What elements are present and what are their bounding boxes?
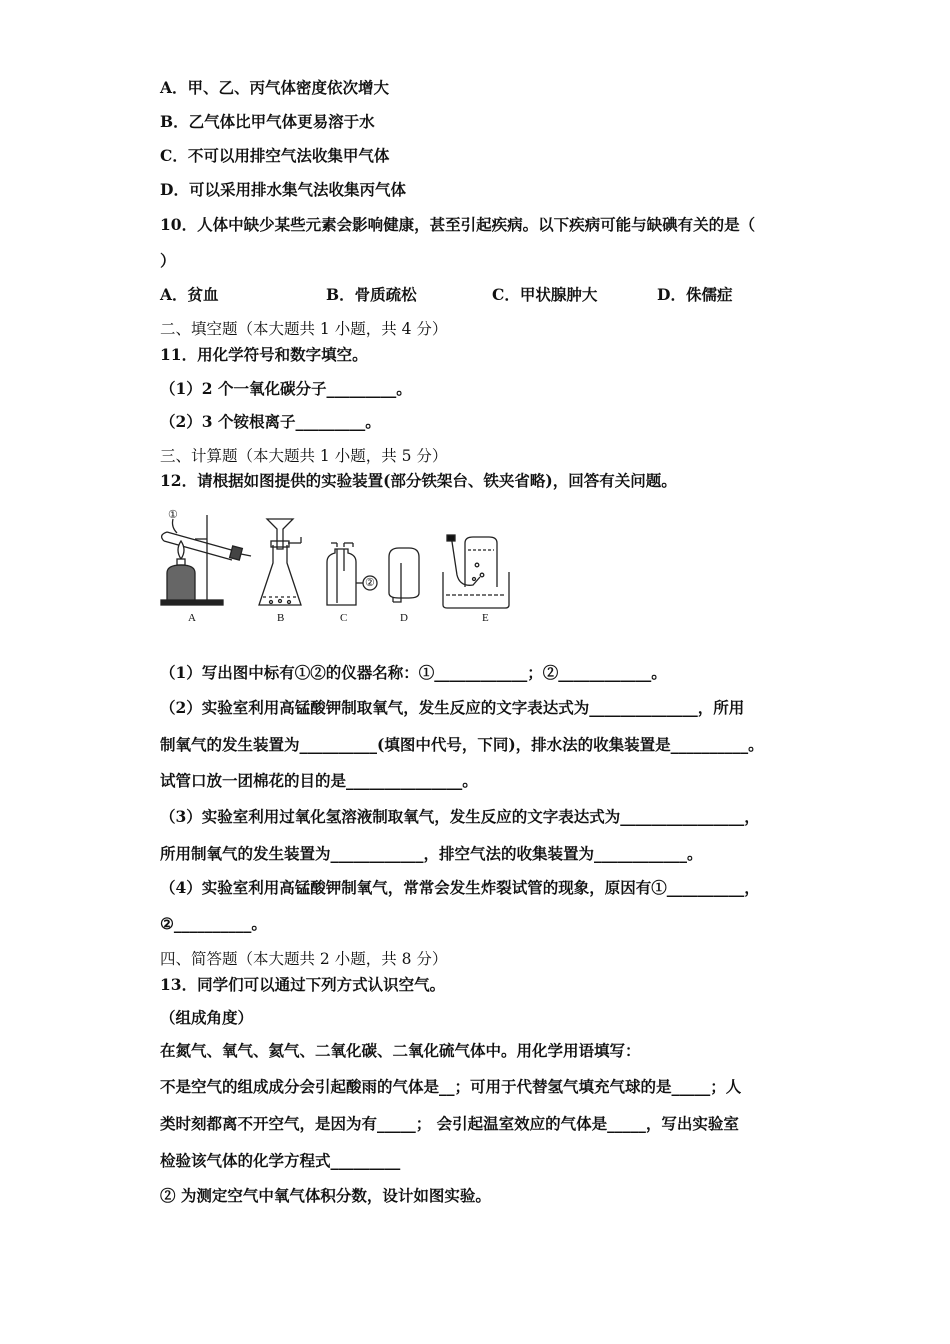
q11-stem: 11．用化学符号和数字填空。 — [160, 345, 368, 364]
apparatus-d-bottle — [389, 548, 419, 602]
q12-part3-line1: （3）实验室利用过氧化氢溶液制取氧气，发生反应的文字表达式为________________， — [160, 807, 760, 826]
q10-option-b: B．骨质疏松 — [326, 285, 417, 304]
q13-line1: 在氮气、氧气、氦气、二氧化碳、二氧化硫气体中。用化学用语填写： — [160, 1041, 641, 1060]
apparatus-label-d: D — [400, 612, 408, 624]
apparatus-a-base — [161, 600, 223, 605]
apparatus-label-b: B — [277, 612, 285, 624]
apparatus-a-tube — [162, 532, 251, 560]
q10-stem: 10．人体中缺少某些元素会影响健康，甚至引起疾病。以下疾病可能与缺碘有关的是（ — [160, 215, 756, 234]
q9-option-d: D．可以采用排水集气法收集丙气体 — [160, 180, 406, 199]
q12-part1: （1）写出图中标有①②的仪器名称：①____________；②____________。 — [160, 663, 667, 682]
q13-stem: 13．同学们可以通过下列方式认识空气。 — [160, 975, 446, 994]
alcohol-lamp — [167, 541, 195, 600]
q10-option-a: A．贫血 — [160, 285, 219, 304]
q12-part4-line1: （4）实验室利用高锰酸钾制氧气，常常会发生炸裂试管的现象，原因有①__________， — [160, 878, 760, 897]
q13-line4: 检验该气体的化学方程式_________ — [160, 1151, 401, 1170]
section4-title: 四、简答题（本大题共 2 小题，共 8 分） — [160, 950, 448, 968]
q12-stem: 12．请根据如图提供的实验装置(部分铁架台、铁夹省略)，回答有关问题。 — [160, 471, 677, 490]
q11-sub2: （2）3 个铵根离子_________。 — [160, 412, 381, 431]
apparatus-b-flask — [259, 519, 301, 605]
q12-part4-line2: ②__________。 — [160, 914, 267, 933]
q13-angle: （组成角度） — [160, 1008, 254, 1027]
q10-option-c: C．甲状腺肿大 — [492, 285, 598, 304]
apparatus-label-a: A — [188, 612, 196, 624]
q9-option-b: B．乙气体比甲气体更易溶于水 — [160, 112, 375, 131]
q12-part2-line2: 制氧气的发生装置为__________(填图中代号，下同)，排水法的收集装置是__________。 — [160, 735, 764, 754]
q12-part2-line3: 试管口放一团棉花的目的是_______________。 — [160, 771, 478, 790]
section2-title: 二、填空题（本大题共 1 小题，共 4 分） — [160, 320, 448, 338]
apparatus-marker-1: ① — [168, 509, 178, 521]
q9-option-c: C．不可以用排空气法收集甲气体 — [160, 146, 390, 165]
q12-part2-line1: （2）实验室利用高锰酸钾制取氧气，发生反应的文字表达式为______________，所用 — [160, 698, 745, 717]
section3-title: 三、计算题（本大题共 1 小题，共 5 分） — [160, 447, 448, 465]
apparatus-a-marker-line — [173, 519, 178, 533]
apparatus-e-trough — [443, 535, 509, 608]
q9-option-a: A．甲、乙、丙气体密度依次增大 — [160, 78, 390, 97]
apparatus-label-e: E — [482, 612, 489, 624]
q10-stem-end: ） — [160, 251, 176, 270]
q13-line5: ② 为测定空气中氧气体积分数，设计如图实验。 — [160, 1186, 491, 1205]
apparatus-label-c: C — [340, 612, 348, 624]
q10-option-d: D．侏儒症 — [657, 285, 733, 304]
q11-sub1: （1）2 个一氧化碳分子_________。 — [160, 379, 412, 398]
q12-part3-line2: 所用制氧气的发生装置为____________，排空气法的收集装置为____________。 — [160, 844, 703, 863]
apparatus-c-bottle — [327, 543, 377, 605]
q13-line2: 不是空气的组成成分会引起酸雨的气体是__；可用于代替氢气填充气球的是_____；人 — [160, 1077, 742, 1096]
q13-line3: 类时刻都离不开空气，是因为有_____； 会引起温室效应的气体是_____，写出实验室 — [160, 1114, 739, 1133]
apparatus-marker-2: ② — [365, 577, 375, 589]
